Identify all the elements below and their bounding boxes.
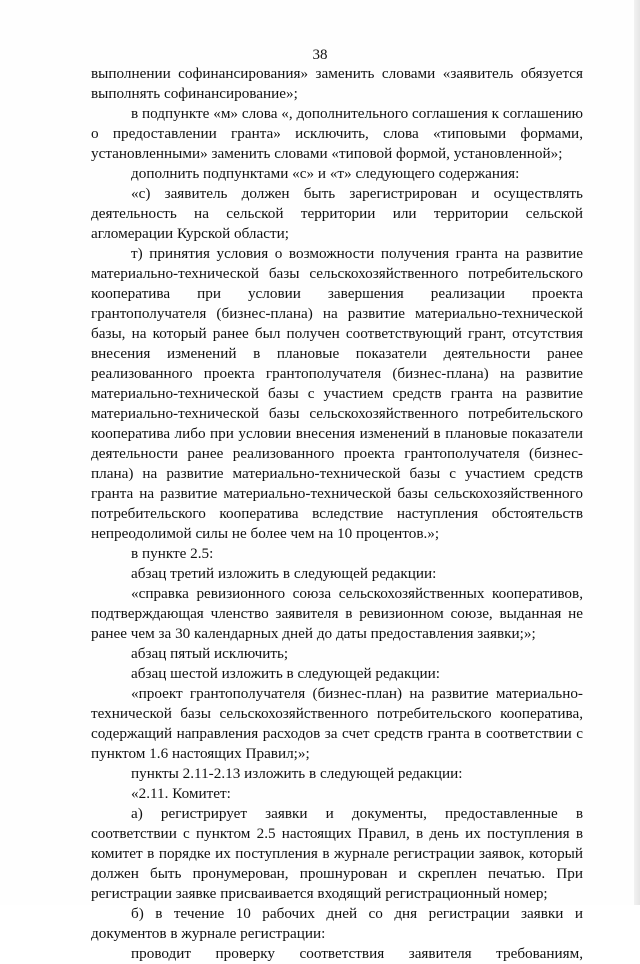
paragraph-9: абзац пятый исключить;	[131, 645, 289, 662]
paragraph-6: в пункте 2.5:	[131, 545, 214, 562]
paragraph-10: абзац шестой изложить в следующей редакции:	[131, 665, 440, 682]
paragraph-4: «с) заявитель должен быть зарегистрирован и осуществлять деятельность на сельской территории или территории сельской агломерации Курской области;	[91, 185, 583, 242]
paragraph-11: «проект грантополучателя (бизнес-план) на развитие материально-технической базы сельскохозяйственного потребительского кооператива, содержащий направления расходов за счет средств гранта в соответствии с пунктом 1.6 настоящих Правил;»;	[91, 685, 583, 762]
paragraph-8: «справка ревизионного союза сельскохозяйственных кооперативов, подтверждающая членство заявителя в ревизионном союзе, выданная не ранее чем за 30 календарных дней до даты предоставления заявки;»;	[91, 585, 583, 642]
paragraph-7: абзац третий изложить в следующей редакции:	[131, 565, 437, 582]
paragraph-12: пункты 2.11-2.13 изложить в следующей редакции:	[131, 765, 463, 782]
paragraph-1: выполнении софинансирования» заменить словами «заявитель обязуется выполнять софинансирование»;	[91, 65, 583, 102]
paragraph-2: в подпункте «м» слова «, дополнительного соглашения к соглашению о предоставлении гранта» исключить, слова «типовыми формами, установленными» заменить словами «типовой формой, установленной»;	[91, 105, 583, 162]
paragraph-14: а) регистрирует заявки и документы, предоставленные в соответствии с пунктом 2.5 настоящих Правил, в день их поступления в комитет в порядке их поступления в журнале регистрации заявок, который должен быть пронумерован, прошнурован и скреплен печатью. При регистрации заявке присваивается входящий регистрационный номер;	[91, 805, 583, 902]
paragraph-16: проводит проверку соответствия заявителя требованиям,	[131, 945, 583, 962]
paragraph-15: б) в течение 10 рабочих дней со дня регистрации заявки и документов в журнале регистрации:	[91, 905, 583, 942]
paragraph-3: дополнить подпунктами «с» и «т» следующего содержания:	[131, 165, 520, 182]
paragraph-5: т) принятия условия о возможности получения гранта на развитие материально-технической базы сельскохозяйственного потребительского кооператива при условии завершения реализации проекта грантополучателя (бизнес-плана) на развитие материально-технической базы, на который ранее был получен соответствующий грант, отсутствия внесения изменений в плановые показатели деятельности ранее реализованного проекта грантополучателя (бизнес-плана) на развитие материально-технической базы с участием средств гранта на развитие материально-технической базы сельскохозяйственного потребительского кооператива либо при условии внесения изменений в плановые показатели деятельности ранее реализованного проекта грантополучателя (бизнес-плана) на развитие материально-технической базы с участием средств гранта на развитие материально-технической базы сельскохозяйственного потребительского кооператива вследствие наступления обстоятельств непреодолимой силы не более чем на 10 процентов.»;	[91, 245, 583, 542]
paragraph-13: «2.11. Комитет:	[131, 785, 231, 802]
page-number: 38	[312, 47, 328, 63]
document-body	[91, 64, 583, 964]
scan-edge-shadow	[634, 0, 640, 905]
